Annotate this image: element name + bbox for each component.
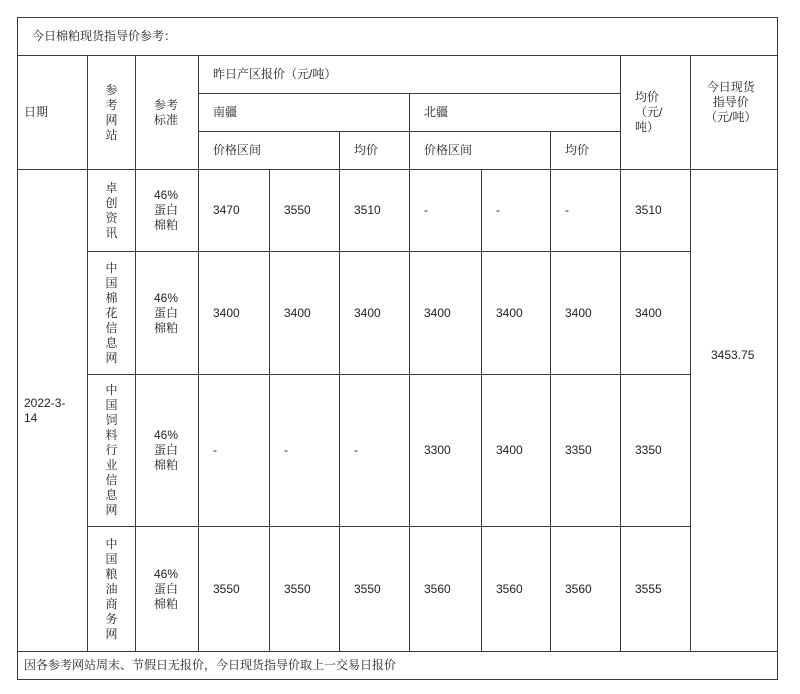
header-south-range: 价格区间 bbox=[199, 132, 340, 170]
standard-cell: 46%蛋白棉粕 bbox=[136, 375, 199, 527]
site-cell: 中国粮油商务网 bbox=[88, 527, 136, 652]
south-high-cell: 3550 bbox=[270, 527, 340, 652]
table-row bbox=[18, 375, 778, 527]
north-avg-cell: 3400 bbox=[551, 252, 621, 375]
header-avg-unit: 均价（元/吨） bbox=[621, 56, 691, 170]
avg-cell: 3350 bbox=[621, 375, 691, 527]
header-site: 参考网站 bbox=[88, 56, 136, 170]
table-row bbox=[18, 527, 778, 652]
site-cell: 中国饲料行业信息网 bbox=[88, 375, 136, 527]
header-north-range: 价格区间 bbox=[410, 132, 551, 170]
header-today: 今日现货指导价（元/吨） bbox=[691, 56, 778, 170]
north-avg-cell: 3560 bbox=[551, 527, 621, 652]
south-avg-cell: 3510 bbox=[340, 170, 410, 252]
standard-cell: 46%蛋白棉粕 bbox=[136, 252, 199, 375]
north-high-cell: 3560 bbox=[482, 527, 551, 652]
south-low-cell: - bbox=[199, 375, 270, 527]
north-low-cell: 3300 bbox=[410, 375, 482, 527]
south-high-cell: - bbox=[270, 375, 340, 527]
table-row bbox=[18, 170, 778, 252]
north-low-cell: - bbox=[410, 170, 482, 252]
header-date: 日期 bbox=[18, 56, 88, 170]
north-avg-cell: 3350 bbox=[551, 375, 621, 527]
header-standard: 参考标准 bbox=[136, 56, 199, 170]
south-low-cell: 3470 bbox=[199, 170, 270, 252]
south-low-cell: 3400 bbox=[199, 252, 270, 375]
header-south: 南疆 bbox=[199, 94, 410, 132]
south-high-cell: 3400 bbox=[270, 252, 340, 375]
south-avg-cell: 3400 bbox=[340, 252, 410, 375]
avg-cell: 3400 bbox=[621, 252, 691, 375]
south-avg-cell: - bbox=[340, 375, 410, 527]
north-low-cell: 3560 bbox=[410, 527, 482, 652]
avg-cell: 3555 bbox=[621, 527, 691, 652]
south-avg-cell: 3550 bbox=[340, 527, 410, 652]
north-low-cell: 3400 bbox=[410, 252, 482, 375]
avg-cell: 3510 bbox=[621, 170, 691, 252]
north-avg-cell: - bbox=[551, 170, 621, 252]
today-price-cell: 3453.75 bbox=[691, 170, 778, 652]
header-row-1 bbox=[18, 56, 778, 94]
header-yesterday: 昨日产区报价（元/吨） bbox=[199, 56, 621, 94]
header-north: 北疆 bbox=[410, 94, 621, 132]
south-low-cell: 3550 bbox=[199, 527, 270, 652]
site-cell: 中国棉花信息网 bbox=[88, 252, 136, 375]
date-cell: 2022-3-14 bbox=[18, 170, 88, 652]
north-high-cell: 3400 bbox=[482, 252, 551, 375]
header-south-avg: 均价 bbox=[340, 132, 410, 170]
north-high-cell: 3400 bbox=[482, 375, 551, 527]
standard-cell: 46%蛋白棉粕 bbox=[136, 170, 199, 252]
table-title: 今日棉粕现货指导价参考： bbox=[18, 18, 778, 56]
north-high-cell: - bbox=[482, 170, 551, 252]
table-row bbox=[18, 252, 778, 375]
header-north-avg: 均价 bbox=[551, 132, 621, 170]
footnote: 因各参考网站周末、节假日无报价，今日现货指导价取上一交易日报价 bbox=[18, 652, 778, 680]
site-cell: 卓创资讯 bbox=[88, 170, 136, 252]
note-row bbox=[18, 652, 778, 680]
south-high-cell: 3550 bbox=[270, 170, 340, 252]
standard-cell: 46%蛋白棉粕 bbox=[136, 527, 199, 652]
price-table bbox=[17, 17, 778, 680]
title-row bbox=[18, 18, 778, 56]
